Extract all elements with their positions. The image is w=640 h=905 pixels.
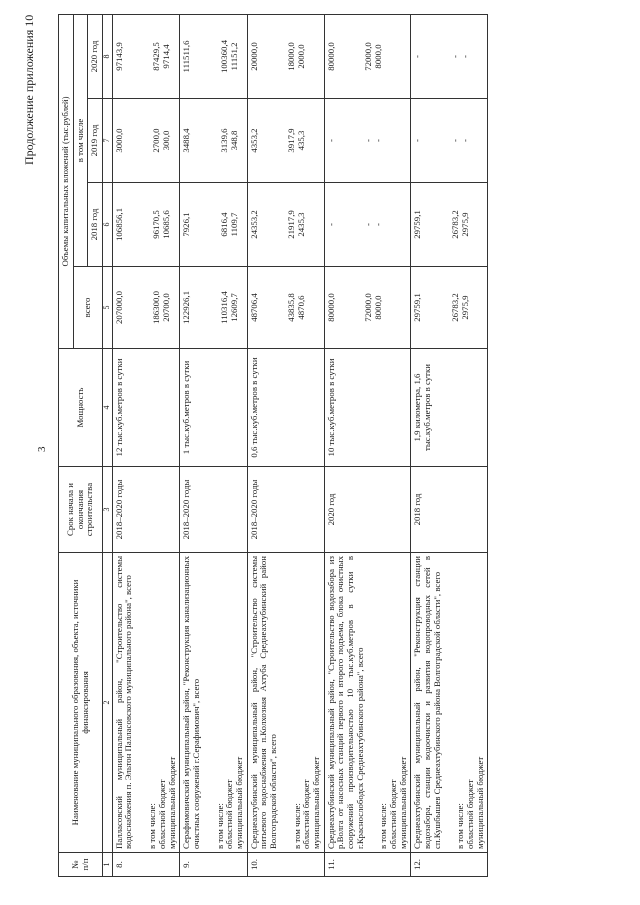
- row-name-cell: [411, 553, 488, 853]
- spacer: [259, 18, 287, 95]
- value-sub: 10685,6: [161, 210, 172, 239]
- value-main: 80000,0: [325, 42, 336, 71]
- spacer: [336, 186, 364, 263]
- row-name-cell: [112, 553, 179, 853]
- table-body: [112, 14, 487, 876]
- sub-label: в том числе:: [378, 803, 389, 849]
- value-sub: 12609,7: [228, 293, 239, 322]
- sub-name: муниципальный бюджет: [233, 756, 244, 849]
- row-number: 10.: [247, 853, 324, 877]
- sub-label: в том числе:: [147, 803, 158, 849]
- value-sub: 72000,0: [363, 293, 374, 322]
- row-value-y2020: [411, 14, 488, 98]
- value-main: 29759,1: [412, 293, 423, 322]
- table-row: [324, 14, 411, 876]
- column-number: 5: [103, 267, 113, 349]
- value-main: 7926,1: [181, 212, 192, 237]
- spacer: [192, 18, 220, 95]
- header-name: Наименование муниципального образования, объекта, источники финансирования: [59, 553, 103, 853]
- value-sub: 348,8: [228, 130, 239, 151]
- sub-name: муниципальный бюджет: [310, 756, 321, 849]
- header-total: всего: [73, 267, 102, 349]
- value-sub: -: [449, 139, 460, 142]
- row-name: Палласовский муниципальный район, "Строительство системы водоснабжения п. Эльтон Палласовского муниципального района", всего: [113, 556, 134, 849]
- value-sub: 186300,0: [151, 291, 162, 324]
- value-sub: 8000,0: [372, 295, 383, 320]
- row-value-y2019: [180, 99, 247, 183]
- value-sub: -: [459, 139, 470, 142]
- sub-label: в том числе:: [291, 803, 302, 849]
- header-capacity: Мощность: [59, 349, 103, 467]
- value-sub: -: [449, 55, 460, 58]
- value-main: 111511,6: [181, 40, 192, 73]
- row-number: 12.: [411, 853, 488, 877]
- sub-name: муниципальный бюджет: [166, 756, 177, 849]
- row-value-total: [112, 267, 179, 349]
- row-name: Среднеахтубинский муниципальный район, "Строительство водозабора из р.Волга от насосных станций первого и второго подъема, блока очистных сооружений производительностью 10 тыс.куб.метров в сутки в г.Краснослободск Среднеахтубинского района", всего: [325, 556, 365, 849]
- sub-label: в том числе:: [214, 803, 225, 849]
- value-sub: 300,0: [161, 130, 172, 151]
- row-capacity: 0,6 тыс.куб.метров в сутки: [247, 349, 324, 467]
- row-capacity: 10 тыс.куб.метров в сутки: [324, 349, 411, 467]
- spacer: [259, 186, 287, 263]
- value-sub: 21917,9: [286, 210, 297, 239]
- row-name: Серафимовичский муниципальный район, "Реконструкция канализационных очистных сооружений г.Серафимович", всего: [181, 556, 201, 849]
- value-main: 4353,2: [248, 128, 259, 153]
- spacer: [423, 186, 451, 263]
- value-main: -: [325, 139, 336, 142]
- appendix-title: Продолжение приложения 10: [22, 14, 36, 165]
- value-sub: 100360,4: [218, 39, 229, 73]
- row-capacity: 1 тыс.куб.метров в сутки: [180, 349, 247, 467]
- row-term: 2018 год: [411, 467, 488, 553]
- column-number: 8: [103, 14, 113, 98]
- row-value-total: [324, 267, 411, 349]
- value-sub: 3139,6: [218, 128, 229, 153]
- sub-name: областной бюджет: [464, 779, 475, 849]
- sub-name: областной бюджет: [156, 779, 167, 849]
- spacer: [124, 102, 152, 179]
- value-main: 3488,4: [181, 128, 192, 153]
- value-sub: 9714,4: [161, 44, 172, 69]
- spacer: [192, 270, 220, 345]
- row-value-y2020: [247, 14, 324, 98]
- value-main: 48706,4: [248, 293, 259, 322]
- page-number: 3: [36, 446, 48, 452]
- spacer: [423, 18, 451, 95]
- value-sub: -: [372, 223, 383, 226]
- row-value-y2018: [324, 183, 411, 267]
- sub-name: областной бюджет: [387, 779, 398, 849]
- row-value-total: [180, 267, 247, 349]
- row-value-y2020: [180, 14, 247, 98]
- table-row: [180, 14, 247, 876]
- value-sub: 26783,2: [449, 293, 460, 322]
- column-number: 1: [103, 853, 113, 877]
- row-value-total: [247, 267, 324, 349]
- row-value-y2020: [324, 14, 411, 98]
- spacer: [336, 18, 364, 95]
- value-sub: 2975,9: [459, 295, 470, 320]
- column-number: 2: [103, 553, 113, 853]
- header-no: № п/п: [59, 853, 103, 877]
- row-term: 2018–2020 годы: [180, 467, 247, 553]
- sub-name: областной бюджет: [224, 779, 235, 849]
- value-sub: 43835,8: [286, 293, 297, 322]
- spacer: [423, 102, 451, 179]
- row-capacity: 1,9 километра, 1,6 тыс.куб.метров в сутки: [411, 349, 488, 467]
- value-main: 106856,1: [113, 208, 124, 241]
- header-incl: в том числе: [73, 14, 88, 266]
- value-sub: 2700,0: [151, 128, 162, 153]
- value-sub: 3917,9: [286, 128, 297, 153]
- row-value-y2019: [411, 99, 488, 183]
- value-main: 122926,1: [181, 291, 192, 324]
- header-2020: 2020 год: [88, 14, 103, 98]
- value-main: 29759,1: [412, 210, 423, 239]
- value-sub: -: [363, 139, 374, 142]
- row-name-cell: [247, 553, 324, 853]
- header-2018: 2018 год: [88, 183, 103, 267]
- value-sub: 2975,9: [459, 212, 470, 237]
- value-sub: 26783,2: [449, 210, 460, 239]
- row-number: 8.: [112, 853, 179, 877]
- spacer: [423, 270, 451, 345]
- row-name-cell: [324, 553, 411, 853]
- value-sub: 87429,5: [151, 42, 162, 71]
- value-sub: -: [363, 223, 374, 226]
- sub-name: муниципальный бюджет: [397, 756, 408, 849]
- spacer: [192, 102, 220, 179]
- row-value-total: [411, 267, 488, 349]
- value-sub: 11151,2: [228, 42, 239, 71]
- value-sub: 2435,3: [295, 212, 306, 237]
- row-value-y2020: [112, 14, 179, 98]
- row-number: 11.: [324, 853, 411, 877]
- row-value-y2019: [247, 99, 324, 183]
- column-number: 6: [103, 183, 113, 267]
- spacer: [336, 102, 364, 179]
- value-main: -: [412, 55, 423, 58]
- row-name-cell: [180, 553, 247, 853]
- row-term: 2018–2020 годы: [247, 467, 324, 553]
- row-term: 2020 год: [324, 467, 411, 553]
- row-value-y2019: [324, 99, 411, 183]
- table-row: [112, 14, 179, 876]
- spacer: [336, 270, 364, 345]
- spacer: [124, 270, 152, 345]
- column-number: 4: [103, 349, 113, 467]
- value-main: 20000,0: [248, 42, 259, 71]
- capital-investment-table: [58, 14, 488, 877]
- header-term: Срок начала и окончания строительства: [59, 467, 103, 553]
- column-number: 7: [103, 99, 113, 183]
- row-value-y2018: [112, 183, 179, 267]
- row-number: 9.: [180, 853, 247, 877]
- table-row: [411, 14, 488, 876]
- row-capacity: 12 тыс.куб.метров в сутки: [112, 349, 179, 467]
- value-sub: 2000,0: [295, 44, 306, 69]
- value-main: 80000,0: [325, 293, 336, 322]
- row-value-y2018: [411, 183, 488, 267]
- value-sub: 96170,5: [151, 210, 162, 239]
- table-row: [247, 14, 324, 876]
- column-numbers-row: [103, 14, 113, 876]
- sub-name: областной бюджет: [301, 779, 312, 849]
- value-main: -: [412, 139, 423, 142]
- row-value-y2018: [180, 183, 247, 267]
- value-sub: 435,3: [295, 130, 306, 151]
- spacer: [124, 186, 152, 263]
- value-sub: 72000,0: [363, 42, 374, 71]
- value-main: 97143,9: [113, 42, 124, 71]
- spacer: [259, 270, 287, 345]
- value-sub: 6816,4: [218, 212, 229, 237]
- value-sub: -: [459, 55, 470, 58]
- value-main: 24353,2: [248, 210, 259, 239]
- value-main: 3000,0: [113, 128, 124, 153]
- value-sub: 110316,4: [218, 291, 229, 324]
- spacer: [124, 18, 152, 95]
- spacer: [192, 186, 220, 263]
- value-sub: 18000,0: [286, 42, 297, 71]
- value-sub: 4870,6: [295, 295, 306, 320]
- value-main: -: [325, 223, 336, 226]
- column-number: 3: [103, 467, 113, 553]
- value-sub: -: [372, 139, 383, 142]
- sub-label: в том числе:: [455, 803, 466, 849]
- row-value-y2018: [247, 183, 324, 267]
- row-term: 2018–2020 годы: [112, 467, 179, 553]
- value-sub: 20700,0: [161, 293, 172, 322]
- value-sub: 1109,7: [228, 212, 239, 237]
- header-2019: 2019 год: [88, 99, 103, 183]
- header-volumes: Объемы капитальных вложений (тыс.рублей): [59, 14, 74, 348]
- row-name: Среднеахтубинский муниципальный район, "Строительство системы питьевого водоснабжения п.Колхозная Ахтуба Среднеахтубинский район Волгоградской области", всего: [248, 556, 278, 849]
- row-value-y2019: [112, 99, 179, 183]
- spacer: [259, 102, 287, 179]
- value-main: 207000,0: [113, 291, 124, 324]
- sub-name: муниципальный бюджет: [474, 756, 485, 849]
- value-sub: 8000,0: [372, 44, 383, 69]
- row-name: Среднеахтубинский муниципальный район, "Реконструкция станции водозабора, станции водоочистки и развития водопроводных сетей в сп.Кушбышев Среднеахтубинского района Волгоградской области", всего: [412, 556, 442, 849]
